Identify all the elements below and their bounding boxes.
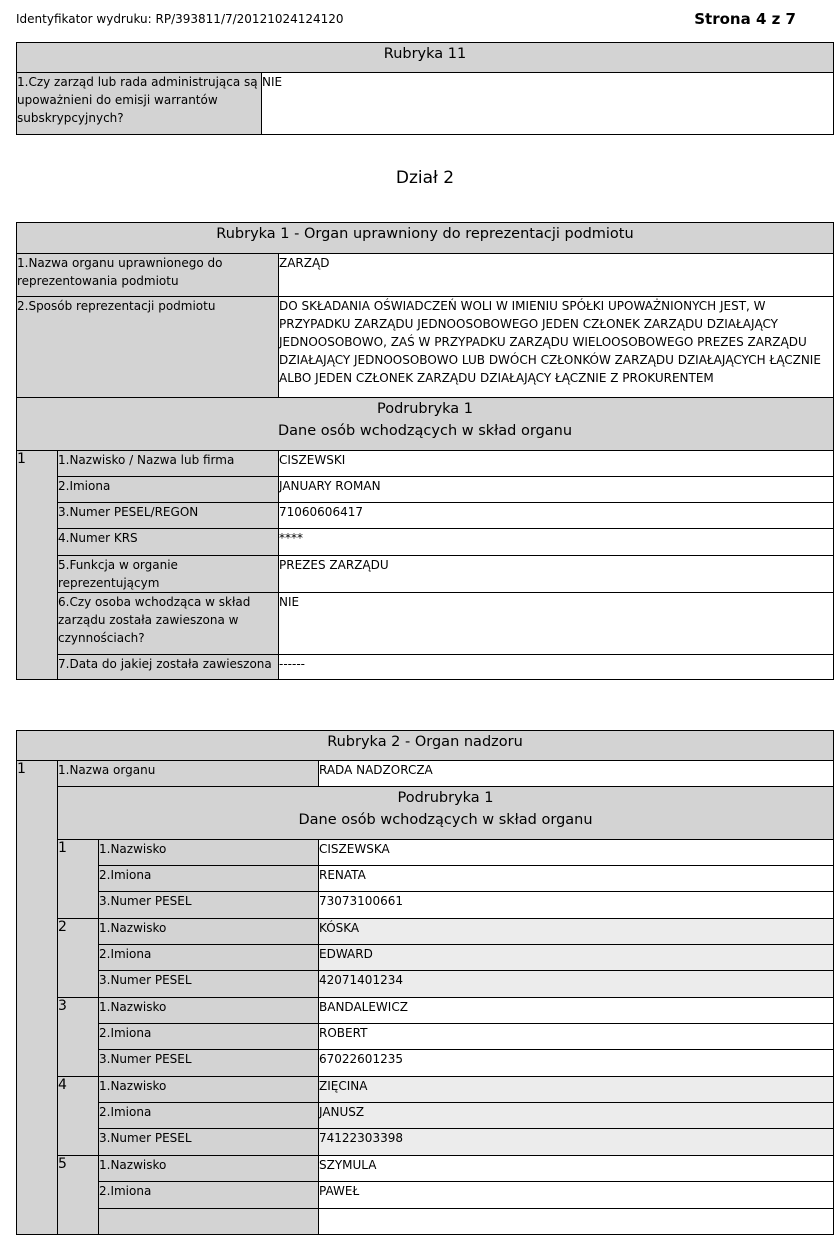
member-names-label: 2.Imiona: [99, 945, 319, 971]
organ-name-value: ZARZĄD: [279, 254, 834, 297]
member-pesel-label: [99, 1209, 319, 1235]
person-surname-value: CISZEWSKI: [279, 451, 834, 477]
member-pesel-label: 3.Numer PESEL: [99, 1129, 319, 1156]
rubryka-2-table: [16, 730, 834, 1235]
member-names-value: JANUSZ: [319, 1103, 834, 1129]
supervisory-organ-label: 1.Nazwa organu: [58, 761, 319, 787]
rubryka-11-table: [16, 42, 834, 135]
print-identifier: Identyfikator wydruku: RP/393811/7/20121024124120: [16, 12, 344, 26]
organ-index: 1: [17, 761, 58, 1235]
member-index: 4: [58, 1077, 99, 1156]
member-surname-value: BANDALEWICZ: [319, 998, 834, 1024]
person-names-label: 2.Imiona: [58, 477, 279, 503]
person-function-value: PREZES ZARZĄDU: [279, 556, 834, 593]
warrants-question-value: NIE: [262, 73, 834, 135]
person-index: 1: [17, 451, 58, 680]
member-pesel-label: 3.Numer PESEL: [99, 892, 319, 919]
representation-method-value: DO SKŁADANIA OŚWIADCZEŃ WOLI W IMIENIU SPÓŁKI UPOWAŻNIONYCH JEST, W PRZYPADKU ZARZĄDU JEDNOOSOBOWEGO JEDEN CZŁONEK ZARZĄDU DZIAŁAJĄCY JEDNOOSOBOWO, ZAŚ W PRZYPADKU ZARZĄDU WIELOOSOBOWEGO PREZES ZARZĄDU DZIAŁAJĄCY JEDNOOSOBOWO LUB DWÓCH CZŁONKÓW ZARZĄDU DZIAŁAJĄCYCH ŁĄCZNIE ALBO JEDEN CZŁONEK ZARZĄDU DZIAŁAJĄCY ŁĄCZNIE Z PROKURENTEM: [279, 297, 834, 398]
podrubryka-title: Podrubryka 1: [397, 790, 494, 806]
member-pesel-value: 74122303398: [319, 1129, 834, 1156]
person-suspended-date-label: 7.Data do jakiej została zawieszona: [58, 655, 279, 680]
person-suspended-value: NIE: [279, 593, 834, 655]
member-surname-value: CISZEWSKA: [319, 840, 834, 866]
member-pesel-value: 67022601235: [319, 1050, 834, 1077]
person-krs-label: 4.Numer KRS: [58, 529, 279, 556]
podrubryka-1-header: [17, 398, 834, 451]
member-names-label: 2.Imiona: [99, 1103, 319, 1129]
member-surname-value: ZIĘCINA: [319, 1077, 834, 1103]
podrubryka-subtitle: Dane osób wchodzących w skład organu: [277, 423, 573, 439]
member-names-label: 2.Imiona: [99, 1024, 319, 1050]
member-names-value: PAWEŁ: [319, 1182, 834, 1209]
supervisory-organ-value: RADA NADZORCZA: [319, 761, 834, 787]
person-krs-value: ****: [279, 529, 834, 556]
person-names-value: JANUARY ROMAN: [279, 477, 834, 503]
rubryka-11-title: Rubryka 11: [17, 43, 834, 73]
podrubryka-title: Podrubryka 1: [376, 401, 474, 417]
member-surname-label: 1.Nazwisko: [99, 840, 319, 866]
podrubryka-1-header: [58, 787, 834, 840]
member-surname-value: SZYMULA: [319, 1156, 834, 1182]
member-pesel-label: 3.Numer PESEL: [99, 971, 319, 998]
podrubryka-subtitle: Dane osób wchodzących w skład organu: [298, 812, 593, 828]
member-pesel-value: 42071401234: [319, 971, 834, 998]
member-names-label: 2.Imiona: [99, 866, 319, 892]
rubryka-1-title: Rubryka 1 - Organ uprawniony do reprezentacji podmiotu: [17, 223, 834, 254]
member-surname-label: 1.Nazwisko: [99, 998, 319, 1024]
organ-name-label: 1.Nazwa organu uprawnionego do reprezentowania podmiotu: [17, 254, 279, 297]
person-suspended-date-value: ------: [279, 655, 834, 680]
person-function-label: 5.Funkcja w organie reprezentującym: [58, 556, 279, 593]
member-names-value: RENATA: [319, 866, 834, 892]
member-surname-label: 1.Nazwisko: [99, 1156, 319, 1182]
page-number: Strona 4 z 7: [694, 10, 796, 28]
warrants-question-label: 1.Czy zarząd lub rada administrująca są upoważnieni do emisji warrantów subskrypcyjnych?: [17, 73, 262, 135]
person-surname-label: 1.Nazwisko / Nazwa lub firma: [58, 451, 279, 477]
member-names-value: EDWARD: [319, 945, 834, 971]
member-surname-value: KÓSKA: [319, 919, 834, 945]
member-pesel-value: 73073100661: [319, 892, 834, 919]
member-surname-label: 1.Nazwisko: [99, 1077, 319, 1103]
section-title: Dział 2: [395, 168, 455, 188]
member-pesel-value: [319, 1209, 834, 1235]
member-surname-label: 1.Nazwisko: [99, 919, 319, 945]
person-suspended-label: 6.Czy osoba wchodząca w skład zarządu została zawieszona w czynnościach?: [58, 593, 279, 655]
member-index: 5: [58, 1156, 99, 1235]
rubryka-2-title: Rubryka 2 - Organ nadzoru: [17, 731, 834, 761]
member-index: 2: [58, 919, 99, 998]
member-names-value: ROBERT: [319, 1024, 834, 1050]
person-pesel-value: 71060606417: [279, 503, 834, 529]
person-pesel-label: 3.Numer PESEL/REGON: [58, 503, 279, 529]
member-names-label: 2.Imiona: [99, 1182, 319, 1209]
member-pesel-label: 3.Numer PESEL: [99, 1050, 319, 1077]
rubryka-1-table: [16, 222, 834, 680]
member-index: 3: [58, 998, 99, 1077]
member-index: 1: [58, 840, 99, 919]
representation-method-label: 2.Sposób reprezentacji podmiotu: [17, 297, 279, 398]
